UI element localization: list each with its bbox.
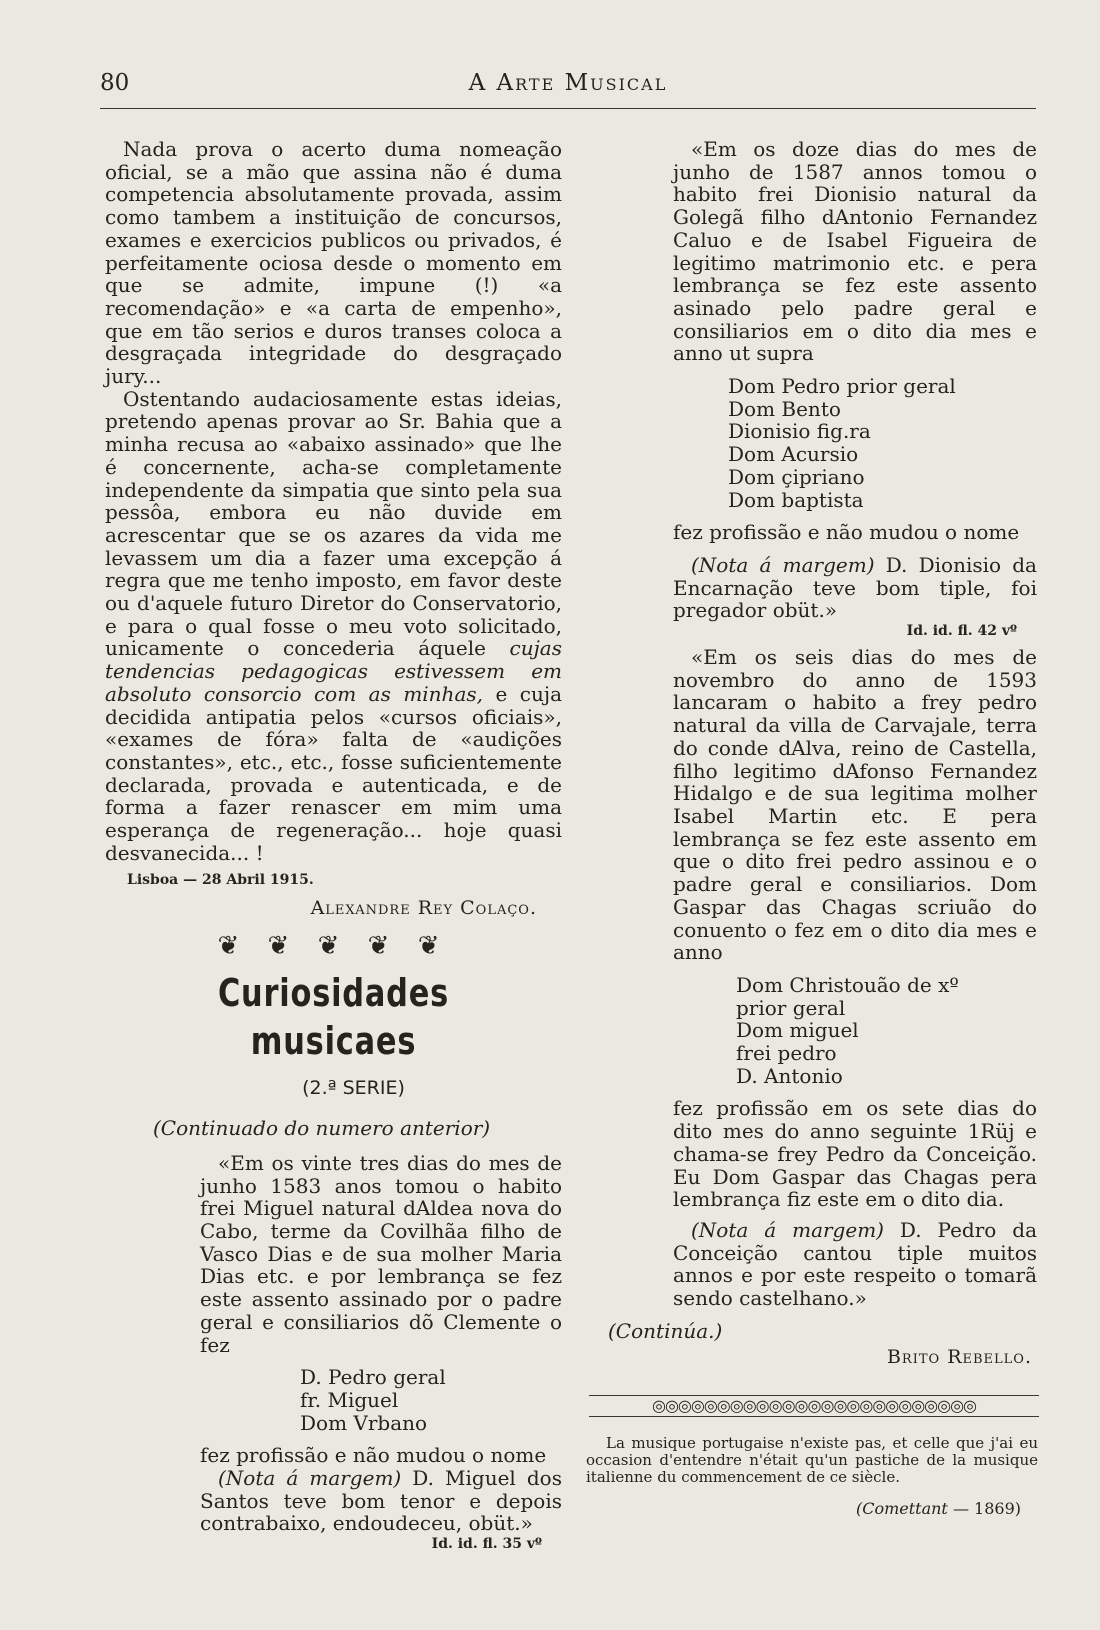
profession-line: fez profissão e não mudou o nome (200, 1443, 547, 1468)
signatory: Dom Acursio (728, 442, 859, 467)
ornament-row: ❦ ❦ ❦ ❦ ❦ (217, 931, 450, 962)
paragraph (105, 388, 562, 865)
margin-note-text: D. Pedro da Conceição cantou tiple muitos annos e por este respeito o tomarã sendo castelhano.» (673, 1217, 1037, 1311)
signatory: frei pedro (736, 1041, 837, 1066)
record-entry (200, 1152, 562, 1553)
author-signature: Brito Rebello. (886, 1346, 1032, 1369)
epigraph-source: (Comettant — 1869) (855, 1499, 1021, 1519)
page-number: 80 (100, 70, 130, 96)
paragraph-italic-text: cujas tendencias pedagogicas estivessem em absoluto consorcio com as minhas, (105, 636, 562, 706)
page-header (100, 70, 1036, 106)
entry-text: «Em os vinte tres dias do mes de junho 1583 anos tomou o habito frei Miguel natural dAldea nova do Cabo, terme da Covilhãa filho de Vasco Dias e de sua molher Maria Dias etc. e por lembrança se fez este assento assinado por o padre geral e consiliarios dõ Clemente o fez (200, 1150, 562, 1357)
series-label: (2.ª SERIE) (302, 1077, 405, 1100)
signatory: Dom çipriano (728, 464, 865, 489)
margin-note (673, 1219, 1037, 1310)
profession-line: fez profissão em os sete dias do dito mes do anno seguinte 1Rüj e chama-se frey Pedro da Conceição. Eu Dom Gaspar das Chagas pera lembrança fiz este em o dito dia. (673, 1096, 1037, 1212)
epigraph-year: — 1869) (947, 1499, 1021, 1519)
right-column (586, 137, 1038, 1521)
paragraph: Nada prova o acerto duma nomeação oficial, se a mão que assina não é duma competencia absolutamente provada, assim como tambem a instituição de concursos, exames e exercicios publicos ou privados, é perfeitamente ociosa desde o momento em que se admite, impune (!) «a recomendação» e «a carta de empenho», que em tão serios e duros transes coloca a desgraçada integridade do desgraçado jury... (105, 137, 562, 389)
margin-note-label: (Nota á margem) (691, 1217, 884, 1242)
epigraph-text: La musique portugaise n'existe pas, et celle que j'ai eu occasion d'entendre n'était qu'un pastiche de la musique italienne du commencement de ce siècle. (586, 1434, 1038, 1487)
signatory: D. Pedro geral (300, 1365, 446, 1390)
signatories (728, 375, 1037, 511)
signatory: D. Antonio (736, 1063, 843, 1088)
signatory: fr. Miguel (300, 1387, 399, 1412)
left-column (105, 138, 562, 1553)
signatory: prior geral (736, 995, 846, 1020)
continued-note: (Continúa.) (608, 1318, 723, 1343)
entry-text: «Em os seis dias do mes de novembro do anno de 1593 lancaram o habito a frey pedro natural da villa de Carvajale, terra do conde dAlva, reino de Castella, filho legitimo dAfonso Fernandez Hidalgo e de sua legitima molher Isabel Martin etc. E pera lembrança se fez este assento em que o dito frei pedro assinou e o padre geral e consiliarios. Dom Gaspar das Chagas scriuão do conuento o fez em o dito dia mes e anno (673, 645, 1037, 965)
signatories (736, 974, 1037, 1088)
epigraph-author: Comettant (862, 1499, 948, 1519)
header-rule (100, 108, 1036, 109)
entry-text: «Em os doze dias do mes de junho de 1587 annos tomou o habito frei Dionisio natural da Golegã filho dAntonio Fernandez Caluo e de Isabel Figueira de legitimo matrimonio etc. e pera lembrança se fez este assento asinado pelo padre geral e consiliarios em o dito dia mes e anno ut supra (673, 137, 1037, 366)
paragraph-text: e cuja decidida antipatia pelos «cursos oficiais», «exames de fóra» falta de «audições constantes», etc., etc., fosse suficientemente declarada, provada e autenticada, e de forma a fazer renascer em mim uma esperança de regeneração... hoje quasi desvanecida... ! (105, 681, 562, 865)
profession-line: fez profissão e não mudou o nome (673, 520, 1020, 545)
signatory: Dom Bento (728, 396, 841, 421)
reference: Id. id. fl. 35 vº (431, 1536, 542, 1553)
signatory: Dom Christouão de xº (736, 972, 959, 997)
margin-note (200, 1467, 562, 1535)
signatory: Dionisio fig.ra (728, 419, 871, 444)
margin-note (673, 554, 1037, 622)
signatory: Dom baptista (728, 487, 864, 512)
dateline: Lisboa — 28 Abril 1915. (127, 871, 314, 888)
margin-note-text: D. Miguel dos Santos teve bom tenor e depois contrabaixo, endoudeceu, obüt.» (200, 1466, 562, 1536)
continuation-note: (Continuado do numero anterior) (153, 1116, 491, 1141)
margin-note-label: (Nota á margem) (691, 552, 875, 577)
author-signature: Alexandre Rey Colaço. (310, 896, 537, 919)
paragraph-text: Ostentando audaciosamente estas ideias, pretendo apenas provar ao Sr. Bahia que a minha recusa ao «abaixo assinado» que lhe é concernente, acha-se completamente independente da simpatia que sinto pela sua pessôa, embora eu não duvide em acrescentar que se os azares da vida me levassem um dia a fazer uma excepção á regra que me tenho imposto, em favor deste ou d'aquele futuro Diretor do Conservatorio, e para o qual fosse o meu voto solicitado, unicamente o concederia áquele (105, 386, 562, 661)
section-title: Curiosidades musicaes (217, 971, 450, 1064)
signatory: Dom Vrbano (300, 1410, 428, 1435)
ornamental-divider: ◎◎◎◎◎◎◎◎◎◎◎◎◎◎◎◎◎◎◎◎◎◎◎◎◎ (589, 1395, 1039, 1417)
masthead: A Arte Musical (468, 70, 668, 96)
signatory: Dom Pedro prior geral (728, 374, 956, 399)
signatories (300, 1366, 562, 1434)
signatory: Dom miguel (736, 1018, 859, 1043)
reference: Id. id. fl. 42 vº (906, 623, 1017, 640)
margin-note-text: D. Dionisio da Encarnação teve bom tiple, foi pregador obüt.» (673, 552, 1037, 623)
epigraph (586, 1435, 1038, 1486)
margin-note-label: (Nota á margem) (218, 1466, 402, 1491)
